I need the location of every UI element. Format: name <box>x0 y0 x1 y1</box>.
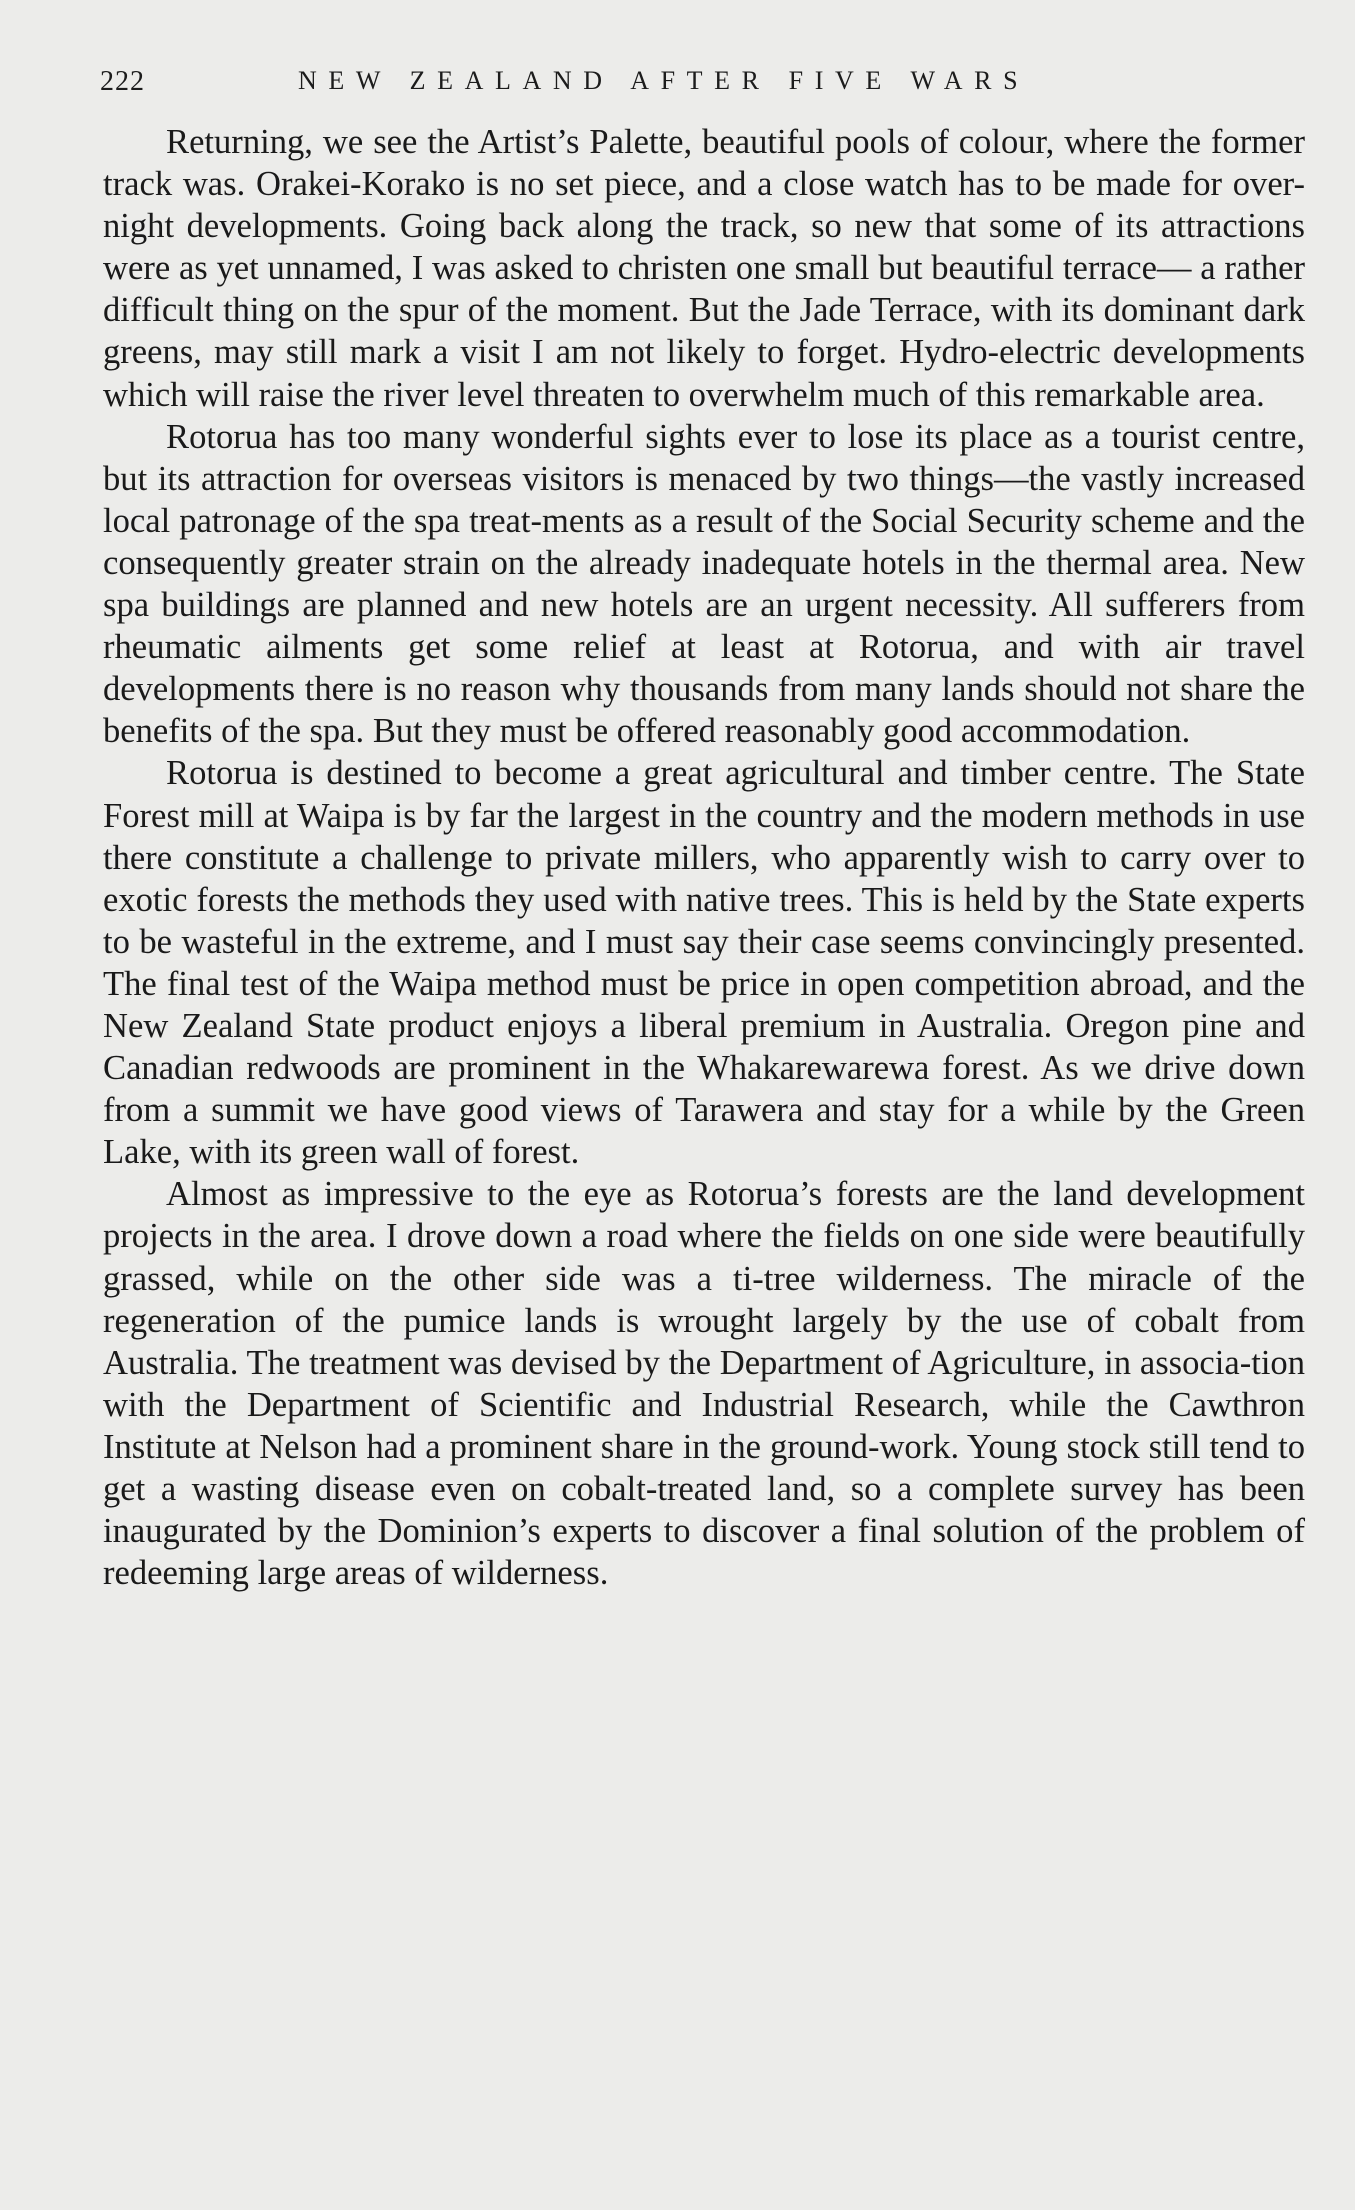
running-title: NEW ZEALAND AFTER FIVE WARS <box>298 66 1030 95</box>
paragraph: Almost as impressive to the eye as Rotorua’s forests are the land development projects in the area. I drove down a road where the fields on one side were beautifully grassed, while on the other side was a ti-tree wilderness. The miracle of the regeneration of the pumice lands is wrought largely by the use of cobalt from Australia. The treatment was devised by the Department of Agriculture, in associa-tion with the Department of Scientific and Industrial Research, while the Cawthron Institute at Nelson had a prominent share in the ground-work. Young stock still tend to get a wasting disease even on cobalt-treated land, so a complete survey has been inaugurated by the Dominion’s experts to discover a final solution of the problem of redeeming large areas of wilderness. <box>103 1175 1305 1593</box>
page-header <box>100 66 1110 106</box>
body-text <box>103 121 1305 1594</box>
paragraph: Returning, we see the Artist’s Palette, beautiful pools of colour, where the former track was. Orakei-Korako is no set piece, and a close watch has to be made for over-night developments. Going back along the track, so new that some of its attractions were as yet unnamed, I was asked to christen one small but beautiful terrace— a rather difficult thing on the spur of the moment. But the Jade Terrace, with its dominant dark greens, may still mark a visit I am not likely to forget. Hydro-electric developments which will raise the river level threaten to overwhelm much of this remarkable area. <box>103 123 1305 414</box>
paragraph: Rotorua has too many wonderful sights ever to lose its place as a tourist centre, but its attraction for overseas visitors is menaced by two things—the vastly increased local patronage of the spa treat-ments as a result of the Social Security scheme and the consequently greater strain on the already inadequate hotels in the thermal area. New spa buildings are planned and new hotels are an urgent necessity. All sufferers from rheumatic ailments get some relief at least at Rotorua, and with air travel developments there is no reason why thousands from many lands should not share the benefits of the spa. But they must be offered reasonably good accommodation. <box>103 417 1305 751</box>
page-number: 222 <box>100 66 145 97</box>
paragraph: Rotorua is destined to become a great agricultural and timber centre. The State Forest mill at Waipa is by far the largest in the country and the modern methods in use there constitute a challenge to private millers, who apparently wish to carry over to exotic forests the methods they used with native trees. This is held by the State experts to be wasteful in the extreme, and I must say their case seems convincingly presented. The final test of the Waipa method must be price in open competition abroad, and the New Zealand State product enjoys a liberal premium in Australia. Oregon pine and Canadian redwoods are prominent in the Whakarewarewa forest. As we drive down from a summit we have good views of Tarawera and stay for a while by the Green Lake, with its green wall of forest. <box>103 754 1305 1172</box>
